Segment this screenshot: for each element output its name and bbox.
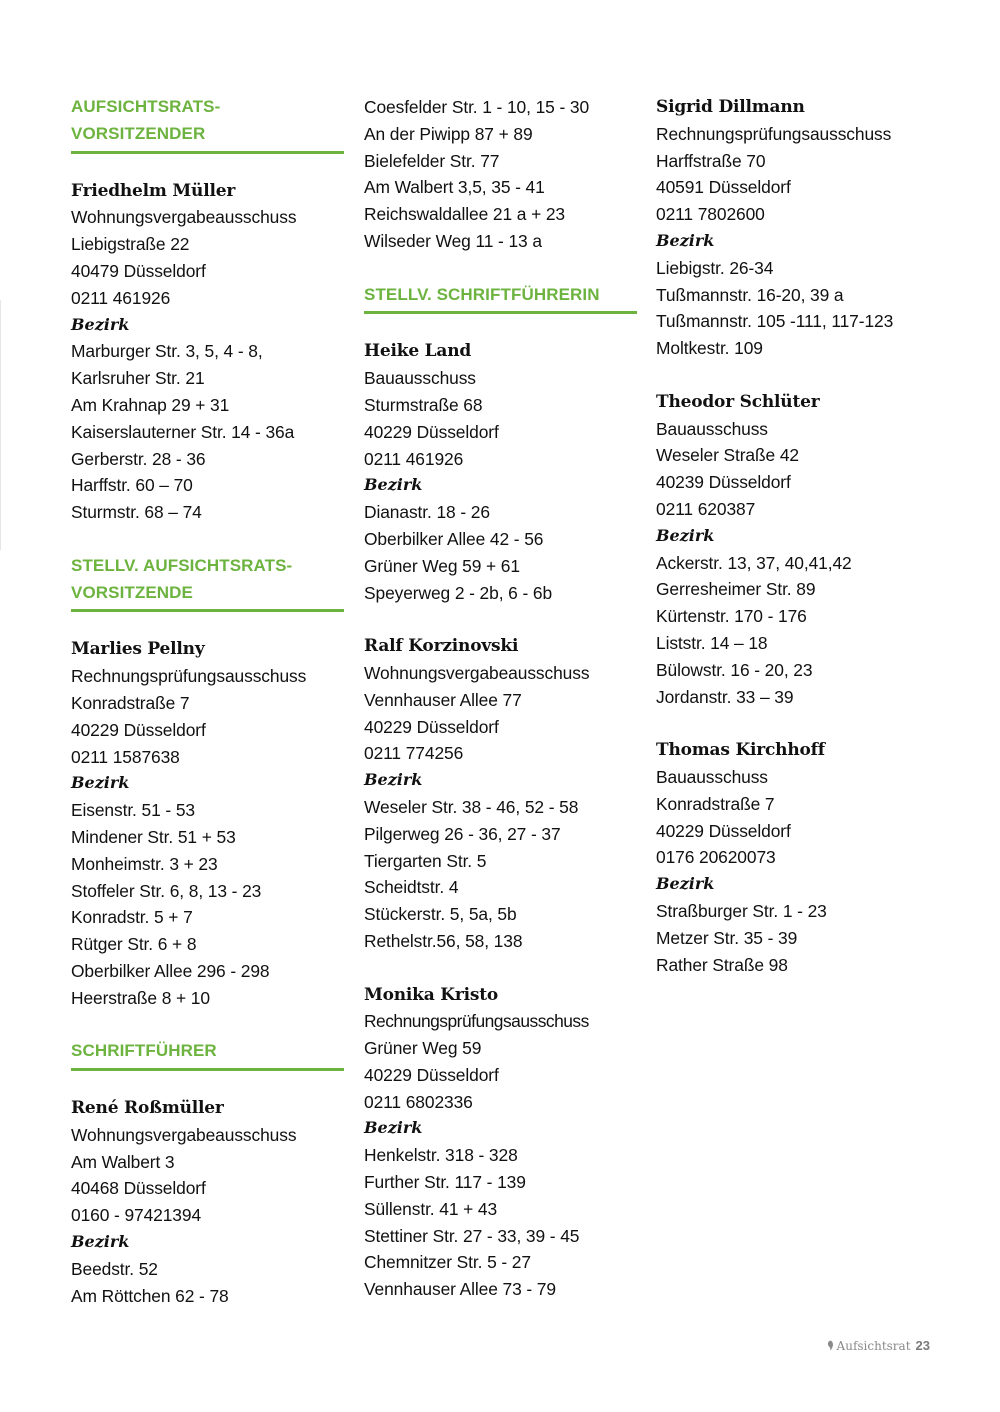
leaf-icon bbox=[827, 1340, 834, 1351]
district-street: Am Walbert 3,5, 35 - 41 bbox=[364, 177, 545, 198]
member-street: Grüner Weg 59 bbox=[364, 1038, 482, 1059]
district-street: Harffstr. 60 – 70 bbox=[71, 475, 193, 496]
district-street: Scheidtstr. 4 bbox=[364, 877, 459, 898]
district-label: Bezirk bbox=[71, 773, 130, 793]
heading-line: STELLV. SCHRIFTFÜHRERIN bbox=[364, 284, 600, 304]
member-city: 40229 Düsseldorf bbox=[656, 820, 791, 841]
member-phone: 0211 461926 bbox=[364, 448, 464, 469]
district-street: Bielefelder Str. 77 bbox=[364, 150, 500, 171]
district-street: Beedstr. 52 bbox=[71, 1258, 158, 1279]
district-label: Bezirk bbox=[656, 230, 715, 250]
district-label: Bezirk bbox=[364, 1118, 423, 1138]
district-street: Moltkestr. 109 bbox=[656, 338, 763, 359]
district-street: Dianastr. 18 - 26 bbox=[364, 502, 490, 523]
heading-line: AUFSICHTSRATS- bbox=[71, 97, 221, 116]
district-label: Bezirk bbox=[364, 770, 423, 790]
district-street: Liststr. 14 – 18 bbox=[656, 632, 768, 653]
heading-divider bbox=[364, 311, 637, 314]
district-street: Karlsruher Str. 21 bbox=[71, 368, 205, 389]
member-name: Friedhelm Müller bbox=[71, 180, 236, 201]
district-street: Rethelstr.56, 58, 138 bbox=[364, 930, 523, 951]
district-street: Coesfelder Str. 1 - 10, 15 - 30 bbox=[364, 97, 590, 117]
district-street: Kürtenstr. 170 - 176 bbox=[656, 606, 807, 627]
member-phone: 0211 774256 bbox=[364, 743, 464, 764]
district-label: Bezirk bbox=[656, 874, 715, 894]
member-committee: Bauausschuss bbox=[656, 766, 768, 787]
district-street: Vennhauser Allee 73 - 79 bbox=[364, 1279, 556, 1300]
district-street: Konradstr. 5 + 7 bbox=[71, 907, 193, 928]
member-street: Sturmstraße 68 bbox=[364, 394, 483, 415]
district-street: Reichswaldallee 21 a + 23 bbox=[364, 204, 566, 225]
member-city: 40468 Düsseldorf bbox=[71, 1178, 206, 1199]
district-street: Am Röttchen 62 - 78 bbox=[71, 1285, 229, 1306]
footer-section-title: Aufsichtsrat bbox=[836, 1338, 911, 1353]
member-card bbox=[71, 178, 346, 526]
district-street: Gerresheimer Str. 89 bbox=[656, 579, 816, 600]
member-card bbox=[656, 94, 931, 362]
member-city: 40591 Düsseldorf bbox=[656, 177, 791, 198]
district-street: Grüner Weg 59 + 61 bbox=[364, 555, 520, 576]
district-street: Rather Straße 98 bbox=[656, 954, 788, 975]
member-phone: 0211 7802600 bbox=[656, 204, 765, 225]
district-street: Straßburger Str. 1 - 23 bbox=[656, 900, 827, 921]
member-card bbox=[656, 737, 931, 978]
district-street: Bülowstr. 16 - 20, 23 bbox=[656, 659, 813, 680]
member-name: Thomas Kirchhoff bbox=[656, 740, 825, 761]
member-committee: Bauausschuss bbox=[364, 368, 476, 389]
section-vorsitzender bbox=[71, 94, 346, 526]
district-street: Speyerweg 2 - 2b, 6 - 6b bbox=[364, 582, 553, 603]
member-street: Konradstraße 7 bbox=[71, 692, 190, 713]
member-committee: Rechnungsprüfungsausschuss bbox=[364, 1011, 589, 1032]
member-phone: 0160 - 97421394 bbox=[71, 1205, 202, 1226]
district-street: Gerberstr. 28 - 36 bbox=[71, 448, 206, 469]
heading-divider bbox=[71, 609, 344, 612]
district-street: Further Str. 117 - 139 bbox=[364, 1172, 526, 1193]
member-city: 40229 Düsseldorf bbox=[364, 716, 499, 737]
district-street: Am Krahnap 29 + 31 bbox=[71, 394, 230, 415]
district-street: Eisenstr. 51 - 53 bbox=[71, 800, 195, 821]
district-street: Heerstraße 8 + 10 bbox=[71, 987, 210, 1008]
section-heading bbox=[71, 553, 346, 607]
district-street: Süllenstr. 41 + 43 bbox=[364, 1198, 498, 1219]
district-street: Tiergarten Str. 5 bbox=[364, 850, 487, 871]
member-name: René Roßmüller bbox=[71, 1098, 224, 1119]
member-card bbox=[364, 633, 639, 955]
district-street: Wilseder Weg 11 - 13 a bbox=[364, 230, 542, 251]
district-street: Stettiner Str. 27 - 33, 39 - 45 bbox=[364, 1225, 580, 1246]
member-name: Marlies Pellny bbox=[71, 639, 205, 660]
district-street: Marburger Str. 3, 5, 4 - 8, bbox=[71, 341, 263, 362]
district-street: Metzer Str. 35 - 39 bbox=[656, 927, 798, 948]
district-street: Ackerstr. 13, 37, 40,41,42 bbox=[656, 552, 852, 573]
district-street: Rütger Str. 6 + 8 bbox=[71, 934, 197, 955]
district-street: Tußmannstr. 16-20, 39 a bbox=[656, 284, 844, 305]
heading-divider bbox=[71, 1068, 344, 1071]
district-street: Stoffeler Str. 6, 8, 13 - 23 bbox=[71, 880, 262, 901]
member-phone: 0211 461926 bbox=[71, 287, 171, 308]
district-street: Pilgerweg 26 - 36, 27 - 37 bbox=[364, 823, 561, 844]
heading-line: SCHRIFTFÜHRER bbox=[71, 1041, 217, 1061]
district-street: An der Piwipp 87 + 89 bbox=[364, 123, 533, 144]
heading-line: STELLV. AUFSICHTSRATS- bbox=[71, 555, 293, 575]
section-stellv-vorsitzende bbox=[71, 553, 346, 1012]
member-card bbox=[71, 1095, 346, 1309]
member-committee: Wohnungsvergabeausschuss bbox=[364, 662, 590, 683]
district-label: Bezirk bbox=[656, 525, 715, 545]
column-2 bbox=[364, 94, 639, 1303]
member-phone: 0211 1587638 bbox=[71, 746, 180, 767]
district-street: Sturmstr. 68 – 74 bbox=[71, 502, 202, 523]
member-phone: 0211 6802336 bbox=[364, 1091, 473, 1112]
page-edge bbox=[0, 300, 1, 550]
district-street: Jordanstr. 33 – 39 bbox=[656, 686, 794, 707]
section-stellv-schriftfuehrerin bbox=[364, 282, 639, 1303]
member-city: 40229 Düsseldorf bbox=[71, 719, 206, 740]
district-street: Weseler Str. 38 - 46, 52 - 58 bbox=[364, 796, 579, 817]
member-committee: Rechnungsprüfungsausschuss bbox=[71, 666, 307, 687]
section-heading bbox=[71, 94, 346, 148]
member-street: Liebigstraße 22 bbox=[71, 234, 190, 255]
section-schriftfuehrer bbox=[71, 1038, 346, 1309]
district-label: Bezirk bbox=[364, 475, 423, 495]
district-street: Liebigstr. 26-34 bbox=[656, 257, 774, 278]
member-street: Weseler Straße 42 bbox=[656, 445, 799, 466]
member-card bbox=[71, 636, 346, 1011]
member-card bbox=[656, 389, 931, 711]
member-name: Sigrid Dillmann bbox=[656, 97, 805, 117]
member-phone: 0211 620387 bbox=[656, 498, 756, 519]
member-committee: Rechnungsprüfungsausschuss bbox=[656, 123, 892, 144]
member-street: Am Walbert 3 bbox=[71, 1151, 175, 1172]
district-street: Chemnitzer Str. 5 - 27 bbox=[364, 1252, 531, 1273]
column-1 bbox=[71, 94, 346, 1309]
district-street: Tußmannstr. 105 -111, 117-123 bbox=[656, 311, 894, 332]
district-label: Bezirk bbox=[71, 314, 130, 334]
district-street: Oberbilker Allee 296 - 298 bbox=[71, 960, 270, 981]
heading-line: VORSITZENDE bbox=[71, 582, 194, 602]
member-name: Ralf Korzinovski bbox=[364, 636, 519, 657]
member-committee: Wohnungsvergabeausschuss bbox=[71, 1124, 297, 1145]
section-heading bbox=[71, 1038, 346, 1065]
district-street: Stückerstr. 5, 5a, 5b bbox=[364, 904, 517, 925]
member-card-continued bbox=[364, 94, 639, 255]
district-street: Monheimstr. 3 + 23 bbox=[71, 853, 218, 874]
heading-line: VORSITZENDER bbox=[71, 123, 206, 143]
member-street: Harffstraße 70 bbox=[656, 150, 766, 171]
district-street: Henkelstr. 318 - 328 bbox=[364, 1145, 518, 1166]
member-city: 40229 Düsseldorf bbox=[364, 1064, 499, 1085]
district-street: Kaiserslauterner Str. 14 - 36a bbox=[71, 421, 295, 442]
district-street: Mindener Str. 51 + 53 bbox=[71, 826, 236, 847]
column-3 bbox=[656, 94, 931, 978]
member-committee: Wohnungsvergabeausschuss bbox=[71, 207, 297, 228]
member-city: 40479 Düsseldorf bbox=[71, 260, 206, 281]
section-heading bbox=[364, 282, 639, 309]
district-street: Oberbilker Allee 42 - 56 bbox=[364, 528, 544, 549]
page-number: 23 bbox=[915, 1338, 930, 1353]
page-footer bbox=[827, 1338, 930, 1353]
member-committee: Bauausschuss bbox=[656, 418, 768, 439]
member-phone: 0176 20620073 bbox=[656, 847, 776, 868]
member-name: Theodor Schlüter bbox=[656, 391, 820, 412]
member-city: 40239 Düsseldorf bbox=[656, 472, 791, 493]
member-name: Monika Kristo bbox=[364, 984, 499, 1005]
member-street: Konradstraße 7 bbox=[656, 793, 775, 814]
member-name: Heike Land bbox=[364, 341, 472, 362]
member-city: 40229 Düsseldorf bbox=[364, 421, 499, 442]
heading-divider bbox=[71, 151, 344, 154]
district-label: Bezirk bbox=[71, 1232, 130, 1252]
member-street: Vennhauser Allee 77 bbox=[364, 689, 522, 710]
member-card bbox=[364, 982, 639, 1304]
member-card bbox=[364, 338, 639, 606]
